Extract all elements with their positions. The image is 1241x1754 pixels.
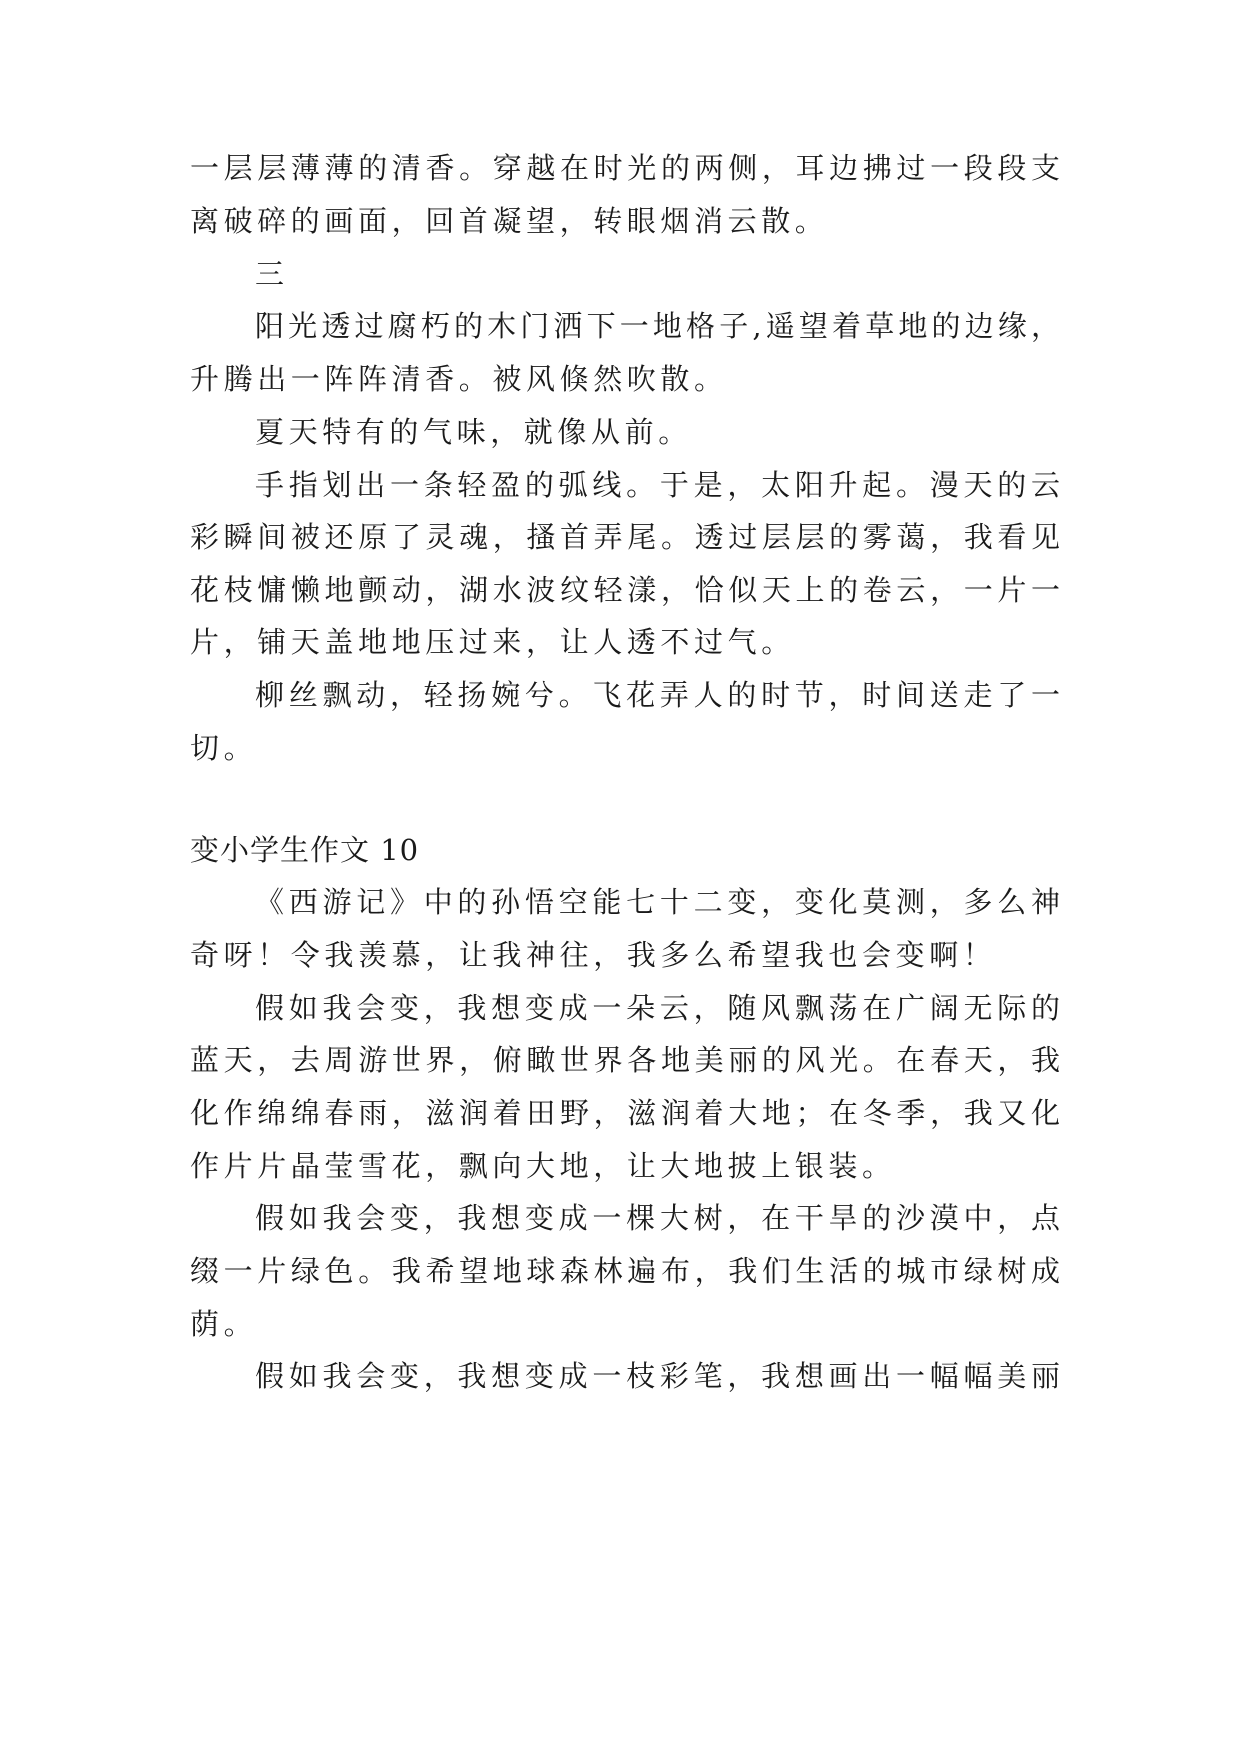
text-line: 荫。 (190, 1307, 258, 1341)
text-line: 离破碎的画面，回首凝望，转眼烟消云散。 (190, 204, 829, 238)
text-line: 假如我会变，我想变成一棵大树，在干旱的沙漠中，点 (255, 1201, 1060, 1235)
text-line: 柳丝飘动，轻扬婉兮。飞花弄人的时节，时间送走了一 (255, 678, 1060, 712)
article-heading: 变小学生作文 10 (190, 833, 420, 867)
text-line: 化作绵绵春雨，滋润着田野，滋润着大地；在冬季，我又化 (190, 1096, 1060, 1130)
text-line: 作片片晶莹雪花，飘向大地，让大地披上银装。 (190, 1149, 896, 1183)
section-number: 三 (255, 257, 289, 291)
text-line: 升腾出一阵阵清香。被风倏然吹散。 (190, 362, 728, 396)
text-line: 缀一片绿色。我希望地球森林遍布，我们生活的城市绿树成 (190, 1254, 1060, 1288)
text-line: 花枝慵懒地颤动，湖水波纹轻漾，恰似天上的卷云，一片一 (190, 573, 1060, 607)
text-line: 切。 (190, 731, 258, 765)
text-line: 假如我会变，我想变成一枝彩笔，我想画出一幅幅美丽 (255, 1359, 1060, 1393)
text-line: 彩瞬间被还原了灵魂，搔首弄尾。透过层层的雾蔼，我看见 (190, 520, 1060, 554)
text-line: 《西游记》中的孙悟空能七十二变，变化莫测，多么神 (255, 885, 1060, 919)
text-line: 蓝天，去周游世界，俯瞰世界各地美丽的风光。在春天，我 (190, 1043, 1060, 1077)
text-line: 片，铺天盖地地压过来，让人透不过气。 (190, 625, 795, 659)
text-line: 假如我会变，我想变成一朵云，随风飘荡在广阔无际的 (255, 991, 1060, 1025)
text-line: 一层层薄薄的清香。穿越在时光的两侧，耳边拂过一段段支 (190, 151, 1060, 185)
text-line: 手指划出一条轻盈的弧线。于是，太阳升起。漫天的云 (255, 468, 1060, 502)
text-line: 夏天特有的气味，就像从前。 (255, 415, 692, 449)
text-line: 阳光透过腐朽的木门洒下一地格子,遥望着草地的边缘， (255, 309, 1060, 343)
text-line: 奇呀！令我羡慕，让我神往，我多么希望我也会变啊！ (190, 938, 997, 972)
